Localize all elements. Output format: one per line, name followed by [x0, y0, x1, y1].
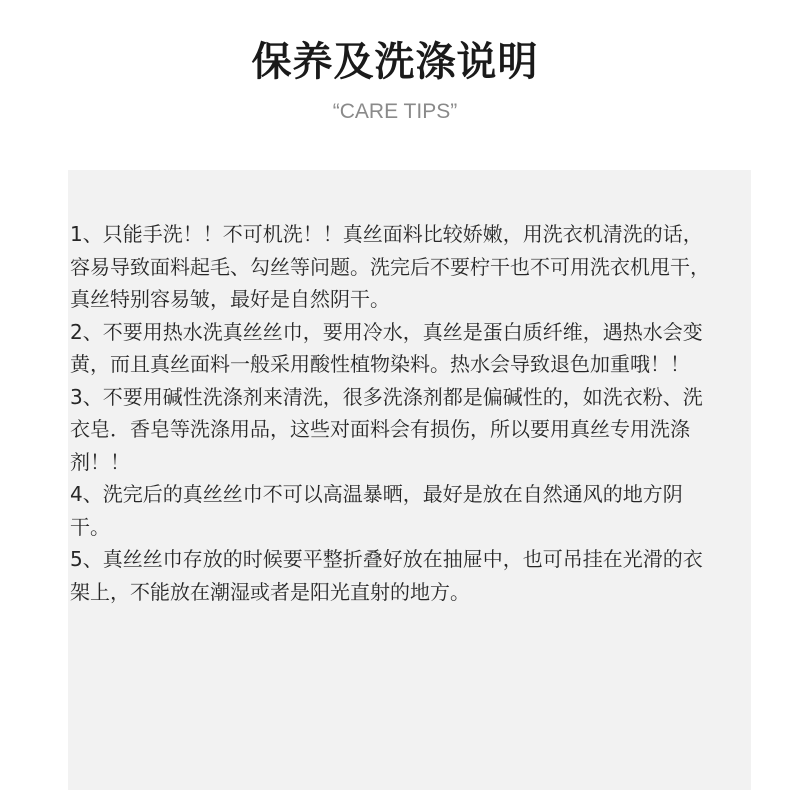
care-tip-2: 2、不要用热水洗真丝丝巾，要用冷水，真丝是蛋白质纤维，遇热水会变黄，而且真丝面料一般采用酸性植物染料。热水会导致退色加重哦！！	[70, 319, 703, 376]
care-tip-1: 1、只能手洗！！不可机洗！！真丝面料比较娇嫩，用洗衣机清洗的话，容易导致面料起毛、勾丝等问题。洗完后不要柠干也不可用洗衣机甩干，真丝特别容易皱，最好是自然阴干。	[70, 222, 710, 311]
care-tips-panel	[68, 170, 751, 790]
care-tip-5: 5、真丝丝巾存放的时候要平整折叠好放在抽屉中，也可吊挂在光滑的衣架上，不能放在潮湿或者是阳光直射的地方。	[70, 547, 703, 604]
page-subtitle: “CARE TIPS”	[332, 100, 458, 123]
care-tip-3: 3、不要用碱性洗涤剂来清洗，很多洗涤剂都是偏碱性的，如洗衣粉、洗衣皂．香皂等洗涤用品，这些对面料会有损伤，所以要用真丝专用洗涤剂！！	[70, 384, 703, 474]
care-tip-4: 4、洗完后的真丝丝巾不可以高温暴晒，最好是放在自然通风的地方阴干。	[70, 482, 683, 539]
care-tips-list	[70, 218, 720, 608]
page-title: 保养及洗涤说明	[251, 39, 539, 85]
